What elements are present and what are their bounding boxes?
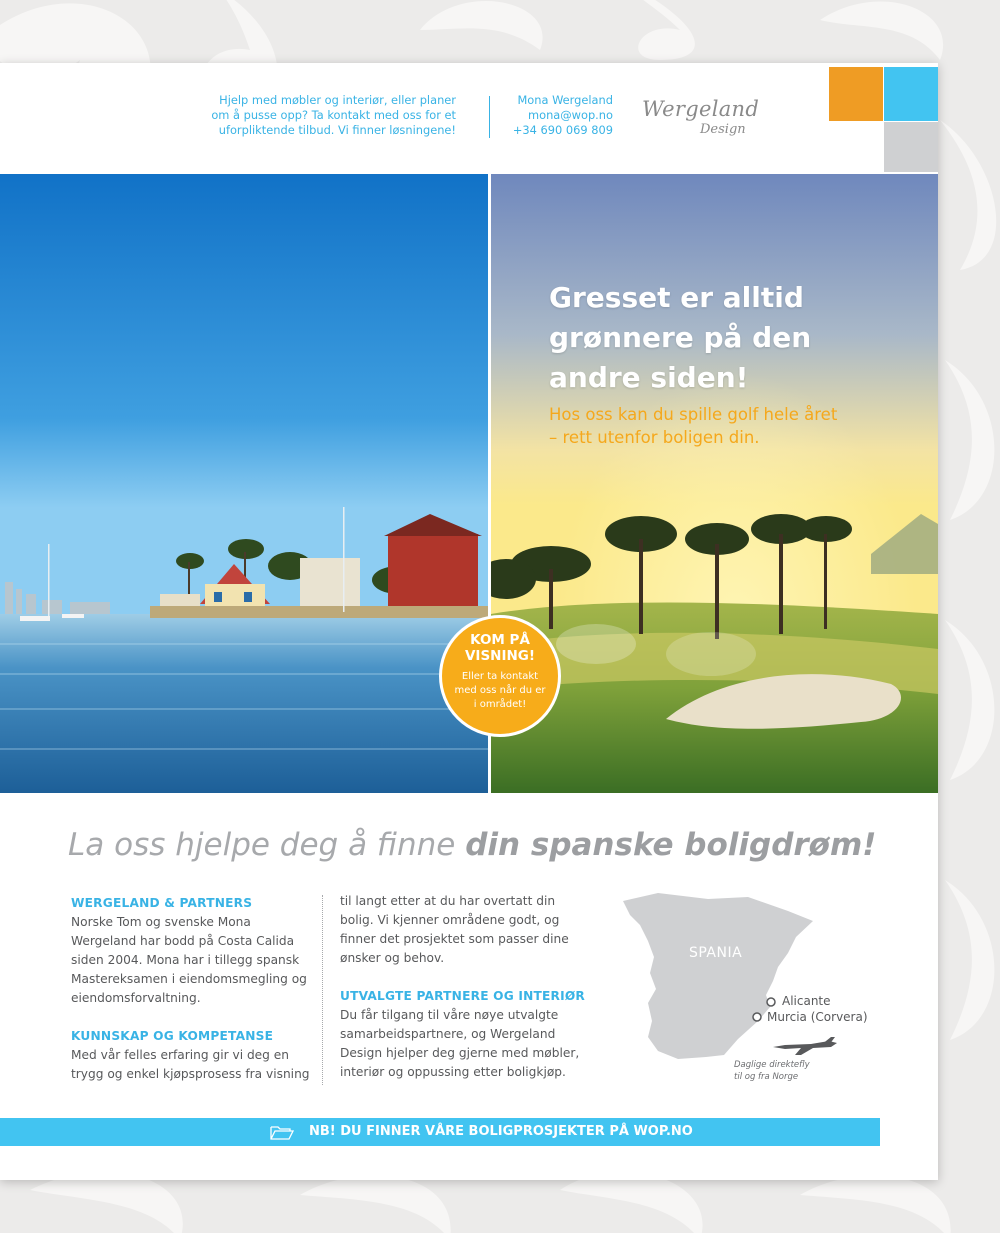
flight-note [734, 1059, 810, 1083]
hero-subhead: Hos oss kan du spille golf hele året – rett utenfor boligen din. [549, 405, 838, 447]
flight-note-line: til og fra Norge [734, 1072, 799, 1082]
hero-headline: Gresset er alltid grønnere på den andre siden! [549, 281, 812, 394]
accent-square-blue [884, 67, 938, 121]
flight-note-line: Daglige direktefly [734, 1060, 810, 1070]
logo-text: Wergeland [642, 97, 760, 121]
tagline-bold: din spanske boligdrøm! [465, 827, 877, 863]
flyer-page [0, 63, 938, 1180]
selected-partners-text: Du får tilgang til våre nøye utvalgte samarbeidspartnere, og Wergeland Design hjelper deg gjerne med møbler, interiør og oppussing etter boligkjøp. [340, 1008, 580, 1079]
accent-square-orange [829, 67, 883, 121]
city-murcia: Murcia (Corvera) [767, 1010, 868, 1024]
selected-partners-heading: UTVALGTE PARTNERE OG INTERIØR [340, 989, 586, 1003]
contact-phone[interactable]: +34 690 069 809 [512, 123, 613, 137]
competence-heading: KUNNSKAP OG KOMPETANSE [71, 1029, 274, 1043]
projects-banner[interactable] [0, 1118, 880, 1146]
murcia-marker-icon [751, 1011, 763, 1023]
badge-title: KOM PÅ VISNING! [464, 632, 536, 664]
partners-heading: WERGELAND & PARTNERS [71, 896, 253, 910]
section-tagline [68, 827, 928, 863]
map-country-label: SPANIA [689, 945, 743, 961]
continued-text: til langt etter at du har overtatt din bolig. Vi kjenner områdene godt, og finner det prosjektet som passer dine ønsker og behov. [340, 894, 569, 965]
header-tagline [196, 93, 456, 138]
accent-square-gray [884, 122, 938, 172]
airplane-icon [771, 1035, 841, 1057]
alicante-marker-icon [765, 996, 777, 1008]
text-column-left [71, 894, 311, 1084]
header-tagline-line: Hjelp med møbler og interiør, eller planer [219, 93, 456, 107]
header-divider [489, 96, 490, 138]
badge-text: Eller ta kontakt med oss når du er i området! [454, 671, 546, 710]
lagoon-photo [0, 174, 488, 793]
banner-text: NB! DU FINNER VÅRE BOLIGPROSJEKTER PÅ WOP.NO [309, 1124, 693, 1139]
wergeland-design-logo [638, 97, 758, 143]
tagline-light: La oss hjelpe deg å finne [68, 827, 466, 863]
partners-text: Norske Tom og svenske Mona Wergeland har bodd på Costa Calida siden 2004. Mona har i tillegg spansk Mastereksamen i eiendomsmegling og eiendomsforvaltning. [71, 915, 307, 1005]
header-tagline-line: uforpliktende tilbud. Vi finner løsningene! [218, 123, 456, 137]
logo-subtext: Design [700, 122, 746, 137]
visit-badge[interactable] [439, 615, 561, 737]
competence-text: Med vår felles erfaring gir vi deg en trygg og enkel kjøpsprosess fra visning [71, 1048, 310, 1081]
city-alicante: Alicante [782, 994, 831, 1008]
text-column-right [340, 892, 585, 1082]
golf-course-photo [491, 174, 938, 793]
folder-icon [270, 1124, 294, 1140]
column-divider [322, 895, 323, 1085]
header-tagline-line: om å pusse opp? Ta kontakt med oss for et [211, 108, 456, 122]
contact-email[interactable]: mona@wop.no [528, 108, 613, 122]
contact-name: Mona Wergeland [517, 93, 613, 107]
contact-block [500, 93, 613, 138]
